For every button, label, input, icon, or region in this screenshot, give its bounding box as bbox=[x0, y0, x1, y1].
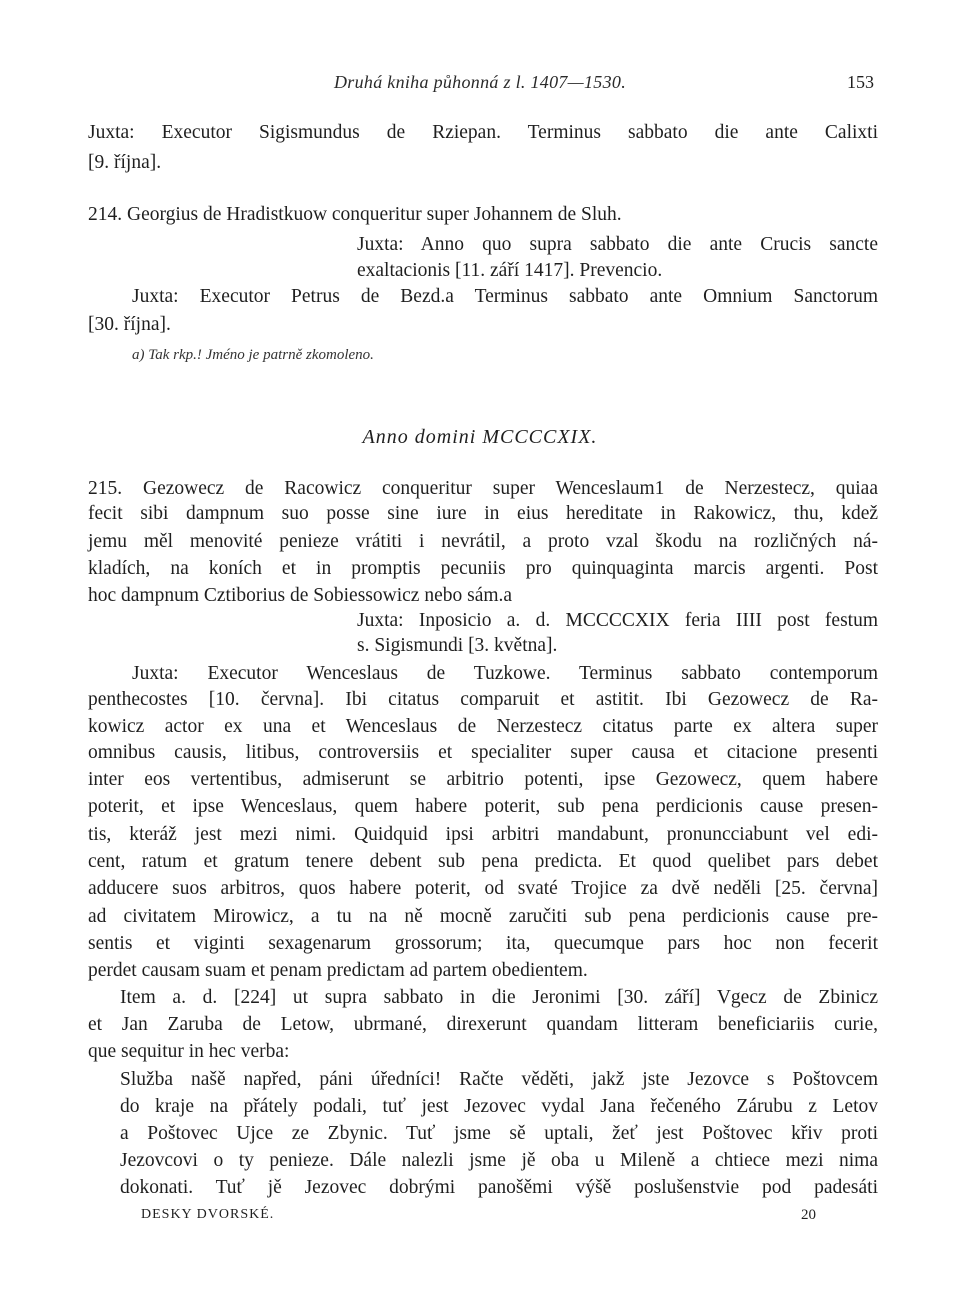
text-line: ad civitatem Mirowicz, a tu na ně mocně zaručiti sub pena perdicionis cause pre- bbox=[88, 906, 878, 927]
text-line: et Jan Zaruba de Letow, ubrmané, direxerunt quandam litteram beneficiariis curie, bbox=[88, 1014, 878, 1035]
text-line: kladích, na koních et in promptis pecuniis pro quinquaginta marcis argenti. Post bbox=[88, 558, 878, 579]
text-line: poterit, et ipse Wenceslaus, quem habere poterit, sub pena perdicionis cause presen- bbox=[88, 796, 878, 817]
text-line: sentis et viginti sexagenarum grossorum; ita, quecumque pars hoc non fecerit bbox=[88, 933, 878, 954]
text-line: Juxta: Anno quo supra sabbato die ante Crucis sancte bbox=[357, 234, 878, 255]
text-line: jemu měl menovité penieze vrátiti i nevrátil, a proto vzal škodu na rozličných ná- bbox=[88, 531, 878, 552]
text-line: Juxta: Executor Wenceslaus de Tuzkowe. Terminus sabbato contemporum bbox=[132, 663, 878, 684]
quoted-letter-line: dokonati. Tuť jě Jezovec dobrými panošěmi výšě poslušenstvie pod padesáti bbox=[120, 1177, 878, 1198]
footnote: a) Tak rkp.! Jméno je patrně zkomoleno. bbox=[132, 347, 374, 363]
text-line: Juxta: Executor Petrus de Bezd.a Terminus sabbato ante Omnium Sanctorum bbox=[132, 286, 878, 307]
text-line: Item a. d. [224] ut supra sabbato in die Jeronimi [30. září] Vgecz de Zbinicz bbox=[120, 987, 878, 1008]
text-line: hoc dampnum Cztiborius de Sobiessowicz nebo sám.a bbox=[88, 585, 513, 606]
text-line: fecit sibi dampnum suo posse sine iure in eius hereditate in Rakowicz, thu, kdež bbox=[88, 503, 878, 524]
text-line: kowicz actor ex una et Wenceslaus de Nerzestecz citatus parte ex altera super bbox=[88, 716, 878, 737]
text-line: Juxta: Inposicio a. d. MCCCCXIX feria IIII post festum bbox=[357, 610, 878, 631]
quoted-letter-line: Jezovcovi o ty penieze. Dále nalezli jsme jě oba u Mileně a chtiece mezi nima bbox=[120, 1150, 878, 1171]
text-line: que sequitur in hec verba: bbox=[88, 1041, 290, 1062]
entry-215-line: 215. Gezowecz de Racowicz conqueritur super Wenceslaum1 de Nerzestecz, quiaa bbox=[88, 478, 878, 499]
page-number: 153 bbox=[847, 72, 874, 92]
text-line: Juxta: Executor Sigismundus de Rziepan. Terminus sabbato die ante Calixti bbox=[88, 122, 878, 143]
footer-signature: DESKY DVORSKÉ. bbox=[141, 1207, 275, 1222]
quoted-letter-line: a Poštovec Ujce ze Zbynic. Tuť jsme sě uptali, žeť jest Poštovec křiv proti bbox=[120, 1123, 878, 1144]
quoted-letter-line: do kraje na přátely podali, tuť jest Jezovec vydal Jana řečeného Zárubu z Letov bbox=[120, 1096, 878, 1117]
year-heading: Anno domini MCCCCXIX. bbox=[362, 426, 598, 448]
text-line: s. Sigismundi [3. května]. bbox=[357, 635, 558, 656]
entry-214-line: 214. Georgius de Hradistkuow conqueritur super Johannem de Sluh. bbox=[88, 204, 622, 225]
running-header: Druhá kniha půhonná z l. 1407—1530. bbox=[333, 72, 626, 92]
quoted-letter-line: Služba našě napřed, páni úředníci! Račte věděti, jakž jste Jezovce s Poštovcem bbox=[120, 1069, 878, 1090]
text-line: perdet causam suam et penam predictam ad partem obedientem. bbox=[88, 960, 588, 981]
text-line: tis, kteráž jest mezi nimi. Quidquid ipsi arbitri mandabunt, pronuncciabunt vel edi- bbox=[88, 824, 878, 845]
text-line: exaltacionis [11. září 1417]. Prevencio. bbox=[357, 260, 663, 281]
text-line: cent, ratum et gratum tenere debent sub pena predicta. Et quod quelibet pars debet bbox=[88, 851, 878, 872]
footer-sheet-number: 20 bbox=[801, 1207, 816, 1223]
text-line: inter eos vertentibus, admiserunt se arbitrio potenti, ipse Gezowecz, quem habere bbox=[88, 769, 878, 790]
text-line: [30. října]. bbox=[88, 314, 171, 335]
text-line: omnibus causis, litibus, controversiis et specialiter super causa et citacione presenti bbox=[88, 742, 878, 763]
text-line: adducere suos arbitros, quos habere poterit, od svaté Trojice za dvě neděli [25. června] bbox=[88, 878, 878, 899]
text-line: penthecostes [10. června]. Ibi citatus comparuit et astitit. Ibi Gezowecz de Ra- bbox=[88, 689, 878, 710]
text-line: [9. října]. bbox=[88, 152, 162, 173]
